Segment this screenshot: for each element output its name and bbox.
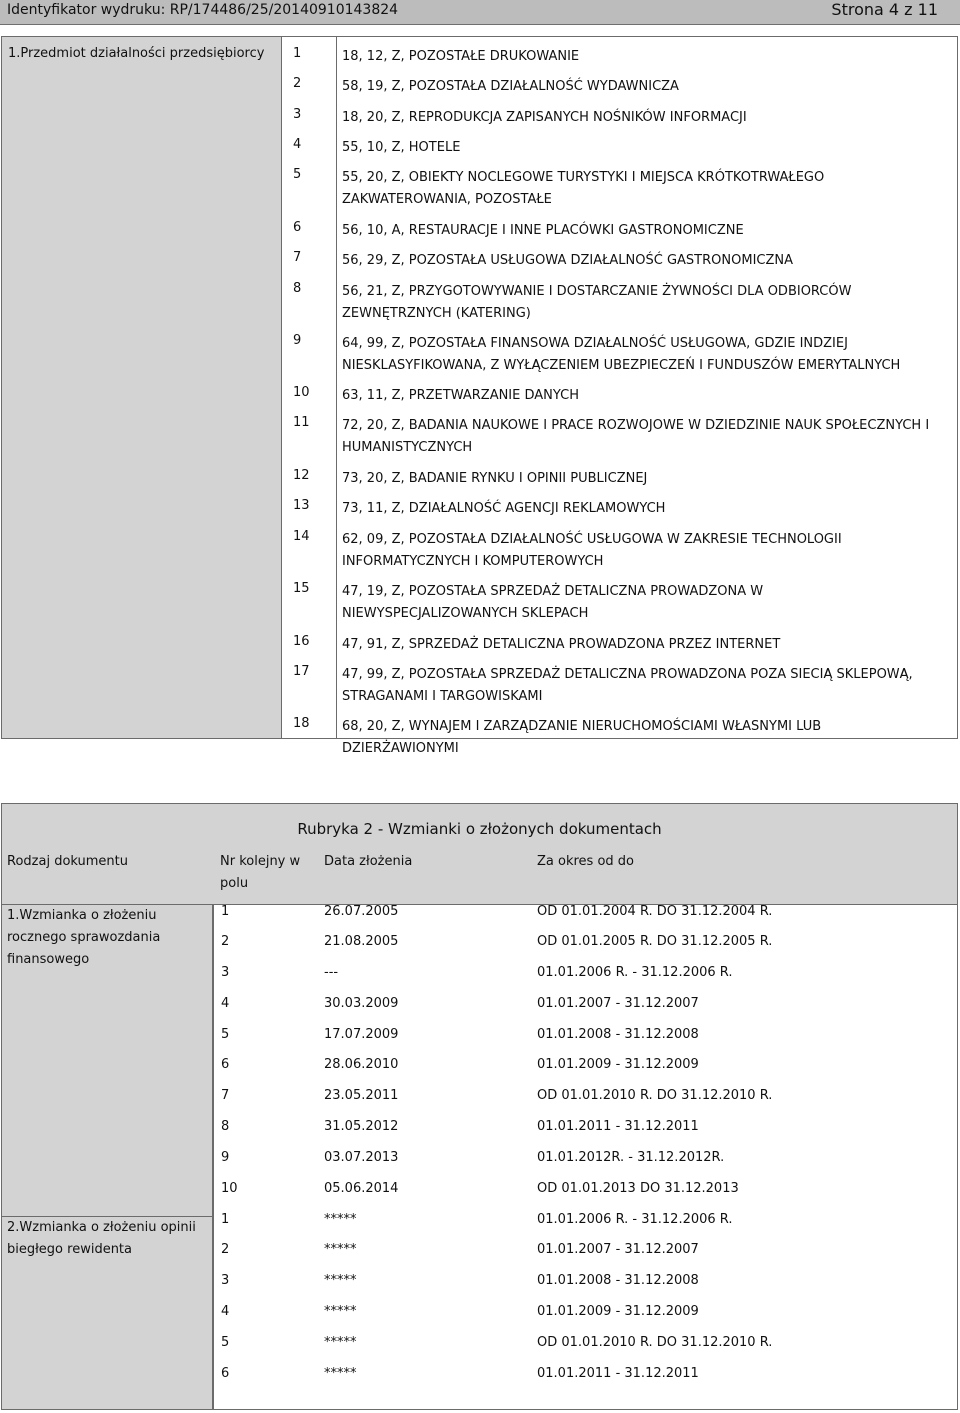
activity-number: 2 [293, 76, 302, 91]
activity-number: 6 [293, 220, 302, 235]
row-date: ***** [324, 1335, 357, 1350]
activity-text: 56, 10, A, RESTAURACJE I INNE PLACÓWKI GASTRONOMICZNE [342, 223, 744, 238]
row-date: 30.03.2009 [324, 996, 399, 1011]
row-period: 01.01.2011 - 31.12.2011 [537, 1119, 699, 1134]
row-number: 1 [221, 1212, 230, 1227]
activity-text: 73, 20, Z, BADANIE RYNKU I OPINII PUBLICZNEJ [342, 471, 648, 486]
row-period: 01.01.2009 - 31.12.2009 [537, 1304, 699, 1319]
row-date: ***** [324, 1273, 357, 1288]
activity-text: 63, 11, Z, PRZETWARZANIE DANYCH [342, 388, 579, 403]
row-period: 01.01.2007 - 31.12.2007 [537, 996, 699, 1011]
activity-text: 64, 99, Z, POZOSTAŁA FINANSOWA DZIAŁALNOŚĆ USŁUGOWA, GDZIE INDZIEJ NIESKLASYFIKOWANA, Z WYŁĄCZENIEM UBEZPIECZEŃ I FUNDUSZÓW EMERYTALNYCH [342, 336, 901, 373]
activity-text: 58, 19, Z, POZOSTAŁA DZIAŁALNOŚĆ WYDAWNICZA [342, 79, 679, 94]
header-seq: Nr kolejny w polu [220, 854, 301, 891]
row-period: 01.01.2009 - 31.12.2009 [537, 1057, 699, 1072]
row-number: 2 [221, 1242, 230, 1257]
activity-text: 18, 20, Z, REPRODUKCJA ZAPISANYCH NOŚNIKÓW INFORMACJI [342, 110, 747, 125]
activity-text: 68, 20, Z, WYNAJEM I ZARZĄDZANIE NIERUCHOMOŚCIAMI WŁASNYMI LUB DZIERŻAWIONYMI [342, 719, 822, 756]
row-date: ***** [324, 1366, 357, 1381]
row-number: 6 [221, 1057, 230, 1072]
row-period: 01.01.2006 R. - 31.12.2006 R. [537, 1212, 733, 1227]
row-date: 26.07.2005 [324, 904, 399, 919]
activity-text: 72, 20, Z, BADANIA NAUKOWE I PRACE ROZWOJOWE W DZIEDZINIE NAUK SPOŁECZNYCH I HUMANISTYCZNYCH [342, 418, 930, 455]
activity-text: 56, 29, Z, POZOSTAŁA USŁUGOWA DZIAŁALNOŚĆ GASTRONOMICZNA [342, 253, 794, 268]
group-label-cell [2, 905, 213, 1217]
page-header [0, 0, 960, 25]
row-period: 01.01.2006 R. - 31.12.2006 R. [537, 965, 733, 980]
activity-number: 1 [293, 46, 302, 61]
activity-text: 62, 09, Z, POZOSTAŁA DZIAŁALNOŚĆ USŁUGOWA W ZAKRESIE TECHNOLOGII INFORMATYCZNYCH I KOMPUTEROWYCH [342, 532, 842, 569]
activity-text: 55, 10, Z, HOTELE [342, 140, 461, 155]
row-number: 10 [221, 1181, 238, 1196]
activity-number: 3 [293, 107, 302, 122]
row-number: 5 [221, 1335, 230, 1350]
row-period: OD 01.01.2010 R. DO 31.12.2010 R. [537, 1335, 773, 1350]
row-period: 01.01.2008 - 31.12.2008 [537, 1273, 699, 1288]
activity-number: 17 [293, 664, 310, 679]
row-date: ***** [324, 1304, 357, 1319]
row-period: 01.01.2011 - 31.12.2011 [537, 1366, 699, 1381]
row-date: 31.05.2012 [324, 1119, 399, 1134]
activity-number: 14 [293, 529, 310, 544]
activity-number: 15 [293, 581, 310, 596]
activity-number: 5 [293, 167, 302, 182]
activity-number: 12 [293, 468, 310, 483]
documents-table [1, 803, 958, 1410]
group-label-cell [2, 1217, 213, 1409]
row-period: OD 01.01.2013 DO 31.12.2013 [537, 1181, 739, 1196]
activity-text: 47, 91, Z, SPRZEDAŻ DETALICZNA PROWADZONA PRZEZ INTERNET [342, 637, 781, 652]
activity-number: 10 [293, 385, 310, 400]
activity-text: 73, 11, Z, DZIAŁALNOŚĆ AGENCJI REKLAMOWYCH [342, 501, 666, 516]
activity-number: 9 [293, 333, 302, 348]
business-activity-table [1, 36, 958, 756]
row-number: 8 [221, 1119, 230, 1134]
page-number: Strona 4 z 11 [831, 0, 938, 19]
row-number: 2 [221, 934, 230, 949]
row-date: 21.08.2005 [324, 934, 399, 949]
row-date: ***** [324, 1212, 357, 1227]
row-number: 3 [221, 965, 230, 980]
row-number: 1 [221, 904, 230, 919]
row-date: 23.05.2011 [324, 1088, 399, 1103]
row-date: 03.07.2013 [324, 1150, 399, 1165]
activity-number: 7 [293, 250, 302, 265]
header-date: Data złożenia [324, 854, 413, 869]
row-period: 01.01.2007 - 31.12.2007 [537, 1242, 699, 1257]
row-period: OD 01.01.2010 R. DO 31.12.2010 R. [537, 1088, 773, 1103]
row-number: 6 [221, 1366, 230, 1381]
row-number: 7 [221, 1088, 230, 1103]
row-date: 28.06.2010 [324, 1057, 399, 1072]
group-label: 2.Wzmianka o złożeniu opinii biegłego rewidenta [7, 1220, 196, 1257]
section-title: Rubryka 2 - Wzmianki o złożonych dokumentach [297, 820, 662, 838]
row-period: OD 01.01.2005 R. DO 31.12.2005 R. [537, 934, 773, 949]
row-number: 5 [221, 1027, 230, 1042]
activity-number: 11 [293, 415, 310, 430]
row-period: 01.01.2008 - 31.12.2008 [537, 1027, 699, 1042]
activity-number: 13 [293, 498, 310, 513]
activity-number: 18 [293, 716, 310, 731]
header-doc-type: Rodzaj dokumentu [7, 854, 128, 869]
row-date: --- [324, 965, 339, 980]
activity-label-cell [2, 37, 282, 738]
row-number: 3 [221, 1273, 230, 1288]
activity-text: 47, 99, Z, POZOSTAŁA SPRZEDAŻ DETALICZNA PROWADZONA POZA SIECIĄ SKLEPOWĄ, STRAGANAMI I TARGOWISKAMI [342, 667, 913, 704]
row-date: ***** [324, 1242, 357, 1257]
row-period: OD 01.01.2004 R. DO 31.12.2004 R. [537, 904, 773, 919]
activity-number: 8 [293, 281, 302, 296]
activity-number: 16 [293, 634, 310, 649]
row-period: 01.01.2012R. - 31.12.2012R. [537, 1150, 725, 1165]
row-date: 05.06.2014 [324, 1181, 399, 1196]
row-number: 4 [221, 1304, 230, 1319]
activity-text: 56, 21, Z, PRZYGOTOWYWANIE I DOSTARCZANIE ŻYWNOŚCI DLA ODBIORCÓW ZEWNĘTRZNYCH (KATERING) [342, 284, 852, 321]
table-header [2, 842, 957, 905]
seq-column-divider [213, 904, 214, 1409]
group-label: 1.Wzmianka o złożeniu rocznego sprawozdania finansowego [7, 908, 161, 967]
print-identifier: Identyfikator wydruku: RP/174486/25/20140910143824 [7, 2, 399, 18]
row-date: 17.07.2009 [324, 1027, 399, 1042]
activity-text: 47, 19, Z, POZOSTAŁA SPRZEDAŻ DETALICZNA PROWADZONA W NIEWYSPECJALIZOWANYCH SKLEPACH [342, 584, 764, 621]
activity-text: 18, 12, Z, POZOSTAŁE DRUKOWANIE [342, 49, 580, 64]
row-number: 4 [221, 996, 230, 1011]
row-number: 9 [221, 1150, 230, 1165]
activity-number: 4 [293, 137, 302, 152]
activity-text: 55, 20, Z, OBIEKTY NOCLEGOWE TURYSTYKI I MIEJSCA KRÓTKOTRWAŁEGO ZAKWATEROWANIA, POZOSTAŁE [342, 170, 825, 207]
header-period: Za okres od do [537, 854, 634, 869]
activity-label: 1.Przedmiot działalności przedsiębiorcy [8, 46, 265, 61]
